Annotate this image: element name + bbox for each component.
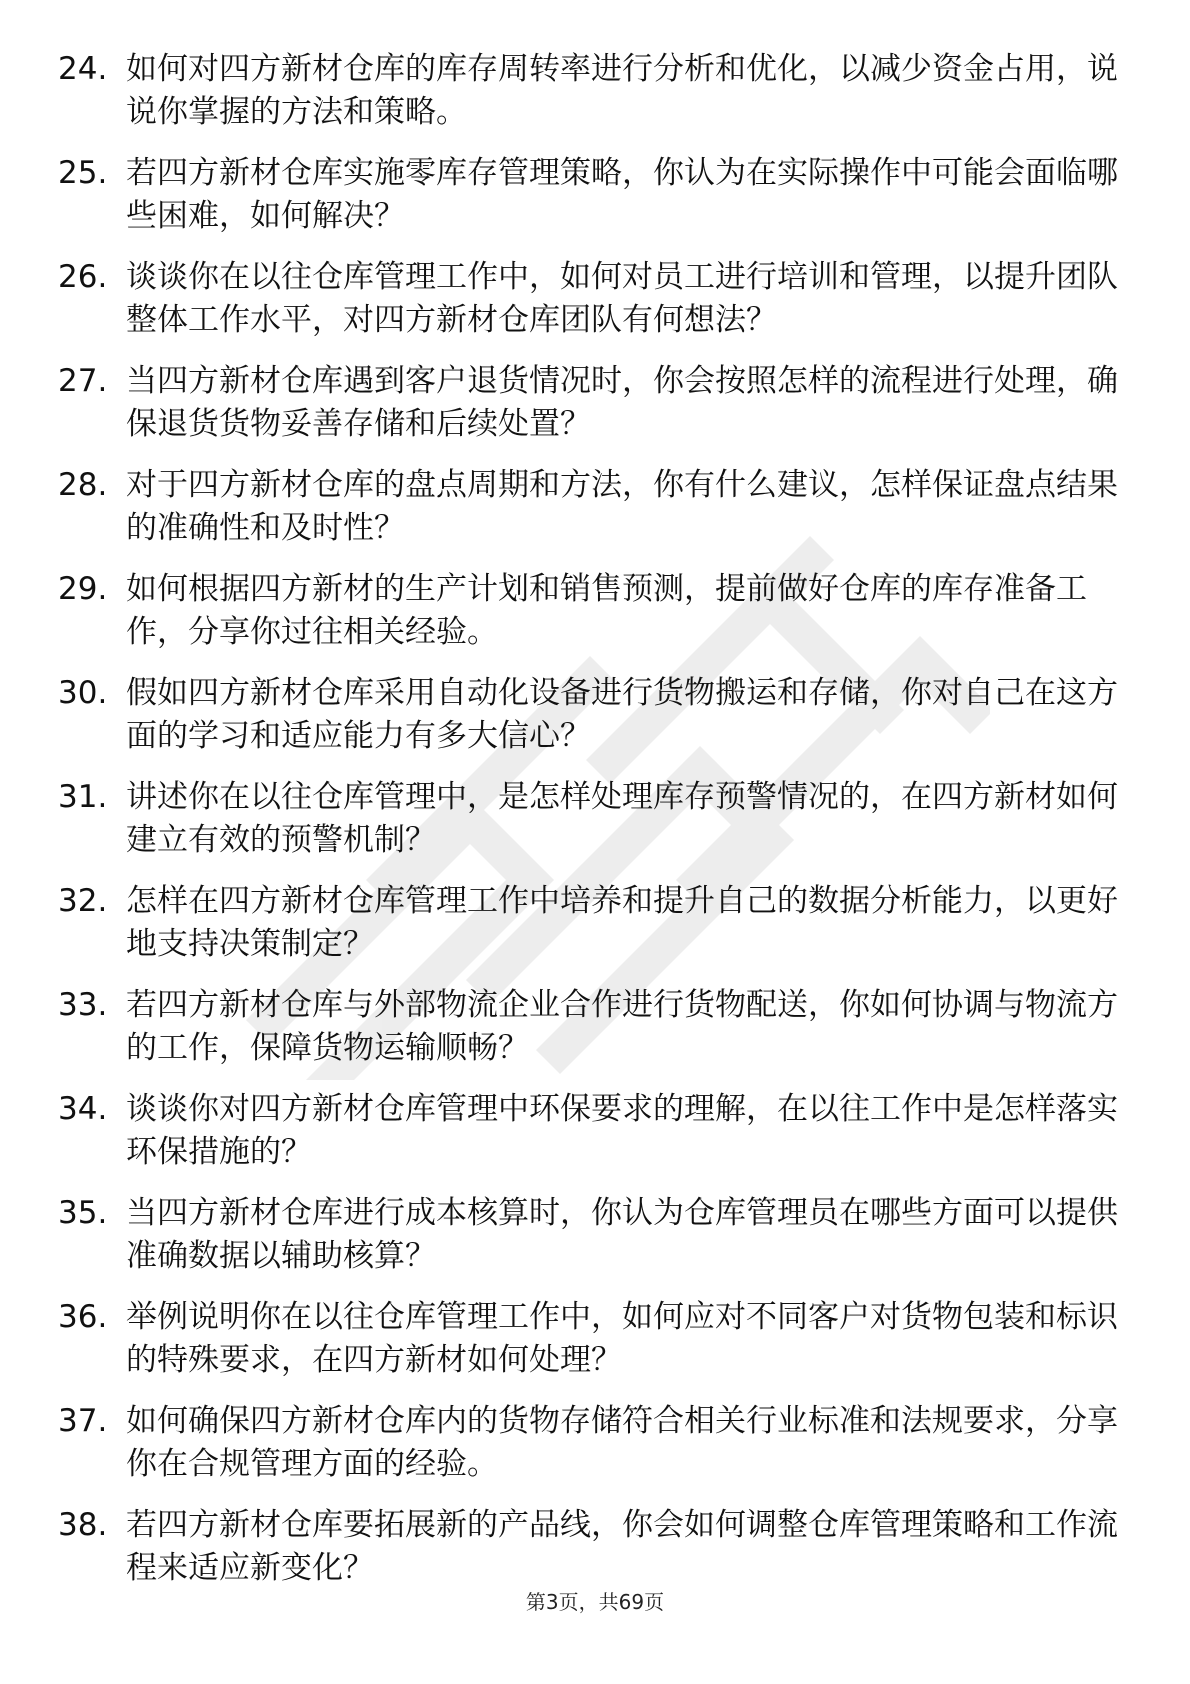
question-number: 32. bbox=[58, 883, 108, 919]
question-item bbox=[58, 880, 1118, 966]
question-number: 33. bbox=[58, 987, 108, 1023]
question-number: 24. bbox=[58, 51, 108, 87]
question-number: 37. bbox=[58, 1403, 108, 1439]
question-number: 35. bbox=[58, 1195, 108, 1231]
question-number: 26. bbox=[58, 259, 108, 295]
question-text: 对于四方新材仓库的盘点周期和方法，你有什么建议，怎样保证盘点结果的准确性和及时性？ bbox=[126, 467, 1118, 546]
question-text: 若四方新材仓库与外部物流企业合作进行货物配送，你如何协调与物流方的工作，保障货物运输顺畅？ bbox=[126, 987, 1118, 1066]
question-text: 谈谈你在以往仓库管理工作中，如何对员工进行培训和管理，以提升团队整体工作水平，对四方新材仓库团队有何想法？ bbox=[126, 259, 1118, 338]
question-item bbox=[58, 1088, 1118, 1174]
question-item bbox=[58, 984, 1118, 1070]
question-item bbox=[58, 1504, 1118, 1590]
question-text: 怎样在四方新材仓库管理工作中培养和提升自己的数据分析能力，以更好地支持决策制定？ bbox=[126, 883, 1118, 962]
question-item bbox=[58, 1296, 1118, 1382]
question-item bbox=[58, 464, 1118, 550]
question-number: 29. bbox=[58, 571, 108, 607]
question-text: 如何确保四方新材仓库内的货物存储符合相关行业标准和法规要求，分享你在合规管理方面的经验。 bbox=[126, 1403, 1118, 1482]
question-number: 36. bbox=[58, 1299, 108, 1335]
question-item bbox=[58, 568, 1118, 654]
question-text: 假如四方新材仓库采用自动化设备进行货物搬运和存储，你对自己在这方面的学习和适应能力有多大信心？ bbox=[126, 675, 1118, 754]
question-number: 27. bbox=[58, 363, 108, 399]
question-number: 34. bbox=[58, 1091, 108, 1127]
question-list bbox=[58, 48, 1118, 1608]
question-text: 若四方新材仓库要拓展新的产品线，你会如何调整仓库管理策略和工作流程来适应新变化？ bbox=[126, 1507, 1118, 1586]
question-text: 如何对四方新材仓库的库存周转率进行分析和优化，以减少资金占用，说说你掌握的方法和策略。 bbox=[126, 51, 1118, 130]
question-number: 28. bbox=[58, 467, 108, 503]
question-text: 谈谈你对四方新材仓库管理中环保要求的理解，在以往工作中是怎样落实环保措施的？ bbox=[126, 1091, 1118, 1170]
question-text: 若四方新材仓库实施零库存管理策略，你认为在实际操作中可能会面临哪些困难，如何解决？ bbox=[126, 155, 1118, 234]
question-item bbox=[58, 48, 1118, 134]
question-text: 如何根据四方新材的生产计划和销售预测，提前做好仓库的库存准备工作，分享你过往相关经验。 bbox=[126, 571, 1087, 650]
question-item bbox=[58, 1400, 1118, 1486]
question-number: 31. bbox=[58, 779, 108, 815]
question-text: 当四方新材仓库进行成本核算时，你认为仓库管理员在哪些方面可以提供准确数据以辅助核算？ bbox=[126, 1195, 1118, 1274]
question-text: 举例说明你在以往仓库管理工作中，如何应对不同客户对货物包装和标识的特殊要求，在四方新材如何处理？ bbox=[126, 1299, 1118, 1378]
question-item bbox=[58, 360, 1118, 446]
question-item bbox=[58, 1192, 1118, 1278]
question-text: 当四方新材仓库遇到客户退货情况时，你会按照怎样的流程进行处理，确保退货货物妥善存储和后续处置？ bbox=[126, 363, 1118, 442]
question-text: 讲述你在以往仓库管理中，是怎样处理库存预警情况的，在四方新材如何建立有效的预警机制？ bbox=[126, 779, 1118, 858]
question-item bbox=[58, 256, 1118, 342]
question-number: 38. bbox=[58, 1507, 108, 1543]
question-item bbox=[58, 152, 1118, 238]
question-item bbox=[58, 672, 1118, 758]
question-item bbox=[58, 776, 1118, 862]
page-number-footer: 第3页，共69页 bbox=[525, 1590, 665, 1614]
question-number: 25. bbox=[58, 155, 108, 191]
question-number: 30. bbox=[58, 675, 108, 711]
